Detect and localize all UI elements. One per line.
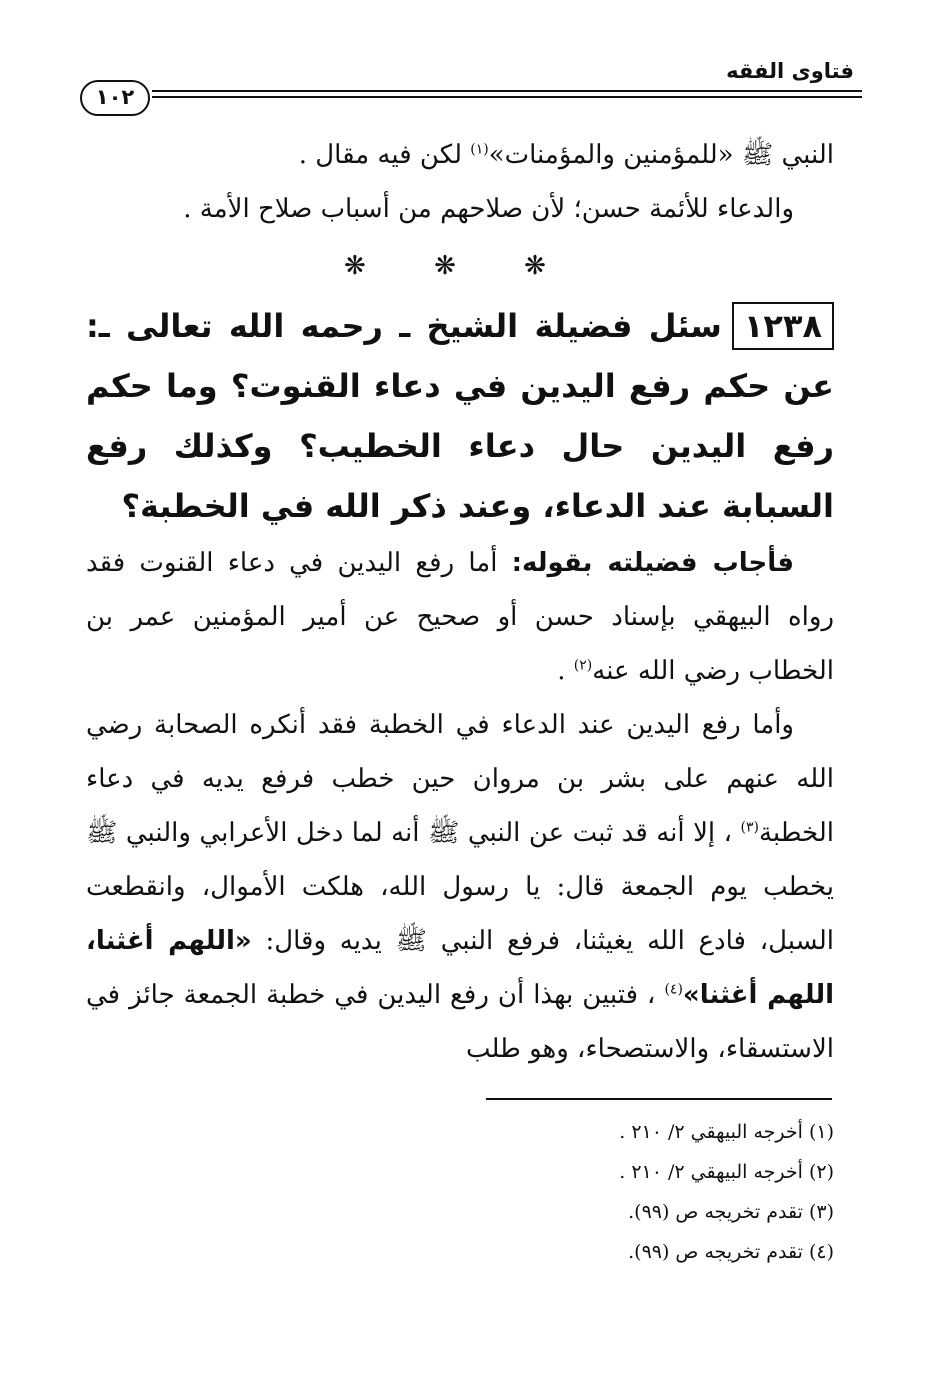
answer-paragraph-2-part-a: وأما رفع اليدين عند الدعاء في الخطبة فقد أنكره الصحابة رضي الله عنهم على بشر بن مروان حين خطب فرفع يديه في دعاء الخطبة (86, 710, 834, 848)
answer-paragraph-2-part-b: ، إلا أنه قد ثبت عن النبي ﷺ أنه لما دخل الأعرابي والنبي ﷺ يخطب يوم الجمعة قال: يا رسول الله، هلكت الأموال، وانقطعت السبل، فادع الله يغيثنا، فرفع النبي ﷺ يديه وقال: (86, 818, 834, 956)
footnote-ref-2: (٢) (573, 657, 593, 674)
footnote-2: (٢) أخرجه البيهقي ٢/ ٢١٠ . (619, 1161, 834, 1183)
header-rule-bottom (152, 96, 862, 98)
question-text: سئل فضيلة الشيخ ـ رحمه الله تعالى ـ: عن حكم رفع اليدين في دعاء القنوت؟ وما حكم رفع اليدين حال دعاء الخطيب؟ وكذلك رفع السبابة عند الدعاء، وعند ذكر الله في الخطبة؟ (86, 307, 834, 525)
footnote-ref-4: (٤) (664, 981, 683, 998)
footnote-ref-1: (١) (470, 141, 489, 158)
paragraph-continuation-tail: لكن فيه مقال . (298, 140, 471, 170)
footnote-1: (١) أخرجه البيهقي ٢/ ٢١٠ . (619, 1121, 834, 1143)
answer-paragraph-2 (86, 698, 834, 1076)
answer-lead: فأجاب فضيلته بقوله: (511, 548, 794, 578)
answer-paragraph-1 (86, 536, 834, 698)
page-body (86, 128, 834, 1076)
header-rule-top (152, 90, 862, 92)
paragraph-continuation-text: النبي ﷺ «للمؤمنين والمؤمنات» (488, 140, 834, 170)
page-number: ١٠٢ (80, 80, 150, 116)
footnote-3: (٣) تقدم تخريجه ص (٩٩). (628, 1201, 834, 1223)
answer-paragraph-1-text: أما رفع اليدين في دعاء القنوت فقد رواه البيهقي بإسناد حسن أو صحيح عن أمير المؤمنين عمر بن الخطاب رضي الله عنه (86, 548, 834, 686)
hadith-quote: «اللهم أغثنا، اللهم أغثنا» (86, 926, 834, 1010)
question-block (86, 296, 834, 536)
paragraph-continuation (86, 128, 834, 182)
paragraph-imams-dua: والدعاء للأئمة حسن؛ لأن صلاحهم من أسباب صلاح الأمة . (183, 194, 794, 224)
section-separator: ❋ ❋ ❋ (344, 251, 576, 281)
footnotes (334, 1112, 834, 1272)
footnote-ref-3: (٣) (740, 819, 759, 836)
answer-paragraph-2-part-c: ، فتبين بهذا أن رفع اليدين في خطبة الجمعة جائز في الاستسقاء، والاستصحاء، وهو طلب (86, 980, 834, 1064)
answer-paragraph-1-tail: . (557, 656, 574, 686)
footnote-4: (٤) تقدم تخريجه ص (٩٩). (628, 1241, 834, 1263)
question-number: ١٢٣٨ (732, 302, 834, 350)
footnote-separator (486, 1098, 832, 1100)
book-title: فتاوى الفقه (726, 59, 854, 83)
